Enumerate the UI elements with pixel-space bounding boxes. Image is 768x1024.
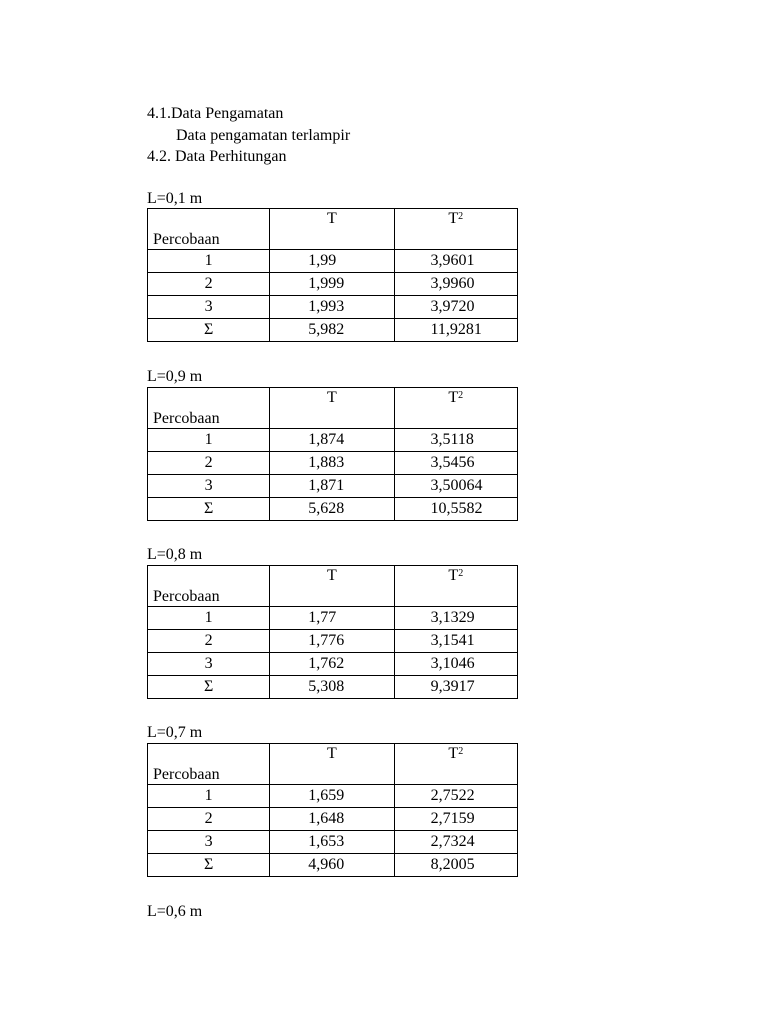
cell-t: 1,99 [270,250,394,273]
header-percobaan: Percobaan [148,744,270,785]
cell-percobaan: 3 [148,831,270,854]
header-percobaan: Percobaan [148,388,270,429]
header-t-squared: $T^2$ [394,566,517,607]
table-row [148,653,518,676]
table-row [148,785,518,808]
data-table [147,387,518,521]
sum-t-squared: 11,9281 [394,319,518,342]
cell-percobaan: 2 [148,808,270,831]
table-header-row [148,566,518,607]
header-t: T [270,566,394,607]
table-sum-row [148,854,518,877]
cell-percobaan: 1 [148,429,270,452]
section-heading-4-2: 4.2. Data Perhitungan [147,148,287,165]
table-row [148,250,518,273]
cell-t-squared: 3,1046 [394,653,517,676]
header-percobaan: Percobaan [148,209,270,250]
data-table [147,565,518,699]
cell-percobaan: 2 [148,273,270,296]
length-label: L=0,6 m [147,903,203,920]
table-row [148,452,518,475]
table-row [148,808,518,831]
cell-t: 1,776 [270,630,394,653]
cell-t-squared: 2,7159 [394,808,517,831]
table-header-row [148,388,518,429]
cell-t: 1,762 [270,653,394,676]
cell-t-squared: 3,50064 [394,475,518,498]
table-sum-row [148,498,518,521]
table-sum-row [148,319,518,342]
sum-t-squared: 9,3917 [394,676,517,699]
header-t-squared: $T^2$ [394,388,518,429]
table-row [148,475,518,498]
cell-t-squared: 3,5118 [394,429,518,452]
sum-t: 5,628 [270,498,394,521]
section-heading-4-1: 4.1.Data Pengamatan [147,105,284,122]
cell-t: 1,648 [270,808,394,831]
section-note: Data pengamatan terlampir [176,127,351,144]
cell-percobaan: 3 [148,296,270,319]
cell-t: 1,883 [270,452,394,475]
header-t-squared: $T^2$ [394,209,518,250]
sum-symbol: Σ [148,498,270,521]
cell-percobaan: 1 [148,785,270,808]
header-t-squared: $T^2$ [394,744,517,785]
table-header-row [148,744,518,785]
cell-t-squared: 3,9960 [394,273,518,296]
cell-t-squared: 3,5456 [394,452,518,475]
sum-t: 5,982 [270,319,394,342]
sum-t: 5,308 [270,676,394,699]
cell-percobaan: 3 [148,475,270,498]
table-header-row [148,209,518,250]
table-row [148,831,518,854]
cell-t: 1,871 [270,475,394,498]
sum-t-squared: 8,2005 [394,854,517,877]
header-percobaan: Percobaan [148,566,270,607]
table-row [148,429,518,452]
header-t: T [270,209,394,250]
data-table [147,743,518,877]
cell-t-squared: 3,9601 [394,250,518,273]
sum-symbol: Σ [148,854,270,877]
length-label: L=0,9 m [147,368,203,385]
table-row [148,273,518,296]
cell-t-squared: 2,7324 [394,831,517,854]
header-t: T [270,388,394,429]
cell-percobaan: 1 [148,250,270,273]
length-label: L=0,7 m [147,724,203,741]
data-table [147,208,518,342]
length-label: L=0,1 m [147,190,203,207]
cell-t: 1,999 [270,273,394,296]
cell-t: 1,77 [270,607,394,630]
cell-t: 1,653 [270,831,394,854]
cell-percobaan: 2 [148,452,270,475]
cell-t: 1,993 [270,296,394,319]
cell-t-squared: 2,7522 [394,785,517,808]
sum-t-squared: 10,5582 [394,498,518,521]
length-label: L=0,8 m [147,546,203,563]
table-row [148,607,518,630]
header-t: T [270,744,394,785]
cell-t-squared: 3,1329 [394,607,517,630]
cell-percobaan: 2 [148,630,270,653]
cell-percobaan: 3 [148,653,270,676]
cell-t-squared: 3,1541 [394,630,517,653]
cell-percobaan: 1 [148,607,270,630]
sum-t: 4,960 [270,854,394,877]
table-row [148,296,518,319]
cell-t: 1,874 [270,429,394,452]
cell-t-squared: 3,9720 [394,296,518,319]
sum-symbol: Σ [148,676,270,699]
sum-symbol: Σ [148,319,270,342]
cell-t: 1,659 [270,785,394,808]
table-sum-row [148,676,518,699]
table-row [148,630,518,653]
